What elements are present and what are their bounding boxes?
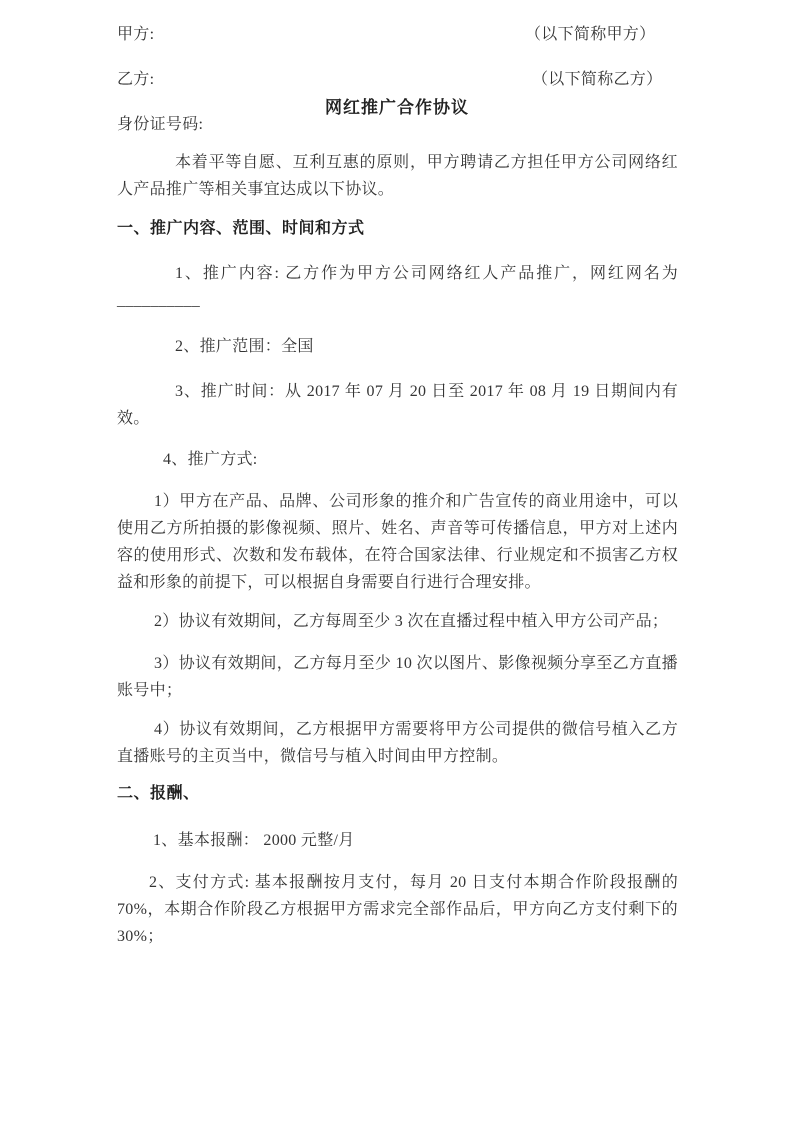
section-2-heading: 二、报酬、 (117, 785, 200, 802)
document-body (117, 0, 678, 950)
document-title: 网红推广合作协议 (325, 98, 469, 117)
section-1-heading: 一、推广内容、范围、时间和方式 (117, 220, 365, 237)
promotion-time-item: 3、推广时间：从 2017 年 07 月 20 日至 2017 年 08 月 19 日期间内有效。 (117, 383, 678, 427)
party-a-line (117, 21, 678, 48)
method-paragraph-1: 1）甲方在产品、品牌、公司形象的推介和广告宣传的商业用途中，可以使用乙方所拍摄的影像视频、照片、姓名、声音等可传播信息，甲方对上述内容的使用形式、次数和发布载体，在符合国家法律、行业规定和不损害乙方权益和形象的前提下，可以根据自身需要自行进行合理安排。 (117, 493, 678, 591)
intro-paragraph: 本着平等自愿、互利互惠的原则，甲方聘请乙方担任甲方公司网络红人产品推广等相关事宜达成以下协议。 (117, 154, 678, 198)
promotion-scope-item: 2、推广范围：全国 (175, 338, 314, 355)
id-number-line: 身份证号码: (117, 116, 204, 133)
party-b-line (117, 66, 678, 93)
party-a-note: （以下简称甲方） (525, 26, 656, 43)
party-a-label: 甲方: (117, 26, 155, 43)
base-pay-item: 1、基本报酬： 2000 元整/月 (153, 832, 355, 849)
promotion-content-item: 1、推广内容: 乙方作为甲方公司网络红人产品推广，网红网名为__________ (117, 265, 678, 309)
party-b-label: 乙方: (117, 71, 155, 88)
party-b-note: （以下简称乙方） (532, 71, 663, 88)
method-paragraph-3: 3）协议有效期间，乙方每月至少 10 次以图片、影像视频分享至乙方直播账号中； (117, 655, 678, 699)
payment-method-item: 2、支付方式: 基本报酬按月支付，每月 20 日支付本期合作阶段报酬的 70%，本期合作阶段乙方根据甲方需求完全部作品后，甲方向乙方支付剩下的 30%； (117, 874, 678, 945)
method-paragraph-4: 4）协议有效期间，乙方根据甲方需要将甲方公司提供的微信号植入乙方直播账号的主页当中，微信号与植入时间由甲方控制。 (117, 721, 678, 765)
method-paragraph-2: 2）协议有效期间，乙方每周至少 3 次在直播过程中植入甲方公司产品； (154, 613, 669, 630)
promotion-method-item: 4、推广方式: (163, 451, 258, 468)
